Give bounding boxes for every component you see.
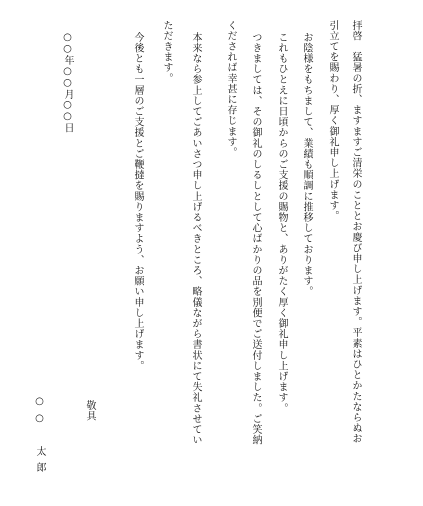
letter-line-business: お陰様をもちまして、業績も順調に推移しております。 bbox=[301, 32, 312, 297]
letter-line-greeting: 拝啓 猛暑の折、ますますご清栄のこととお慶び申し上げます。平素はひとかたならぬお bbox=[350, 20, 361, 444]
letter-line-apology-cont: ただきます。 bbox=[161, 20, 172, 84]
letter-line-gift-cont: くだされば幸甚に存じます。 bbox=[225, 20, 236, 158]
letter-line-apology: 本来なら参上してごあいさつ申し上げるべきところ、略儀ながら書状にて失礼させてい bbox=[190, 32, 201, 446]
letter-line-thanks: 引立てを賜わり、厚く御礼申し上げます。 bbox=[327, 20, 338, 222]
letter-line-gift: つきましては、その御礼のしるしとして心ばかりの品を別便でご送付しました。ご笑納 bbox=[250, 32, 261, 446]
letter-date: ○○年○○月○○日 bbox=[62, 32, 73, 134]
letter-line-gratitude: これもひとえに日頃からのご支援の賜物と、ありがたく厚く御礼申し上げます。 bbox=[276, 32, 287, 414]
closing-phrase: 敬具 bbox=[84, 400, 95, 422]
letter-line-request: 今後とも一層のご支援とご鞭撻を賜りますよう、お願い申し上げます。 bbox=[132, 32, 143, 372]
sender-signature: ○○ 太郎 bbox=[34, 396, 45, 478]
